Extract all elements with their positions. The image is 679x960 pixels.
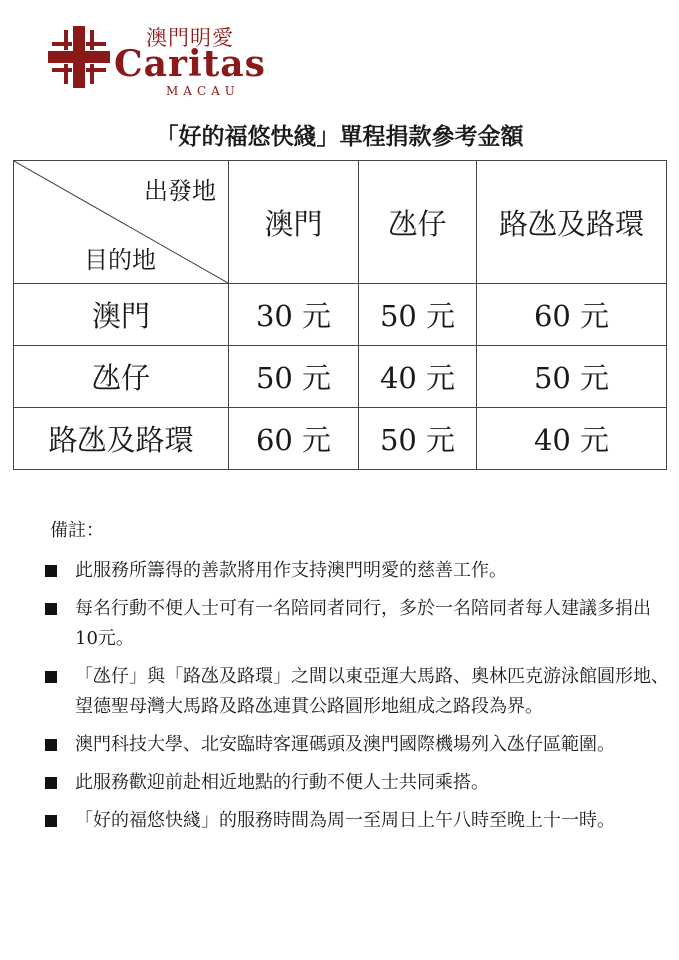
logo-subtitle: MACAU <box>166 84 240 98</box>
square-bullet-icon <box>45 815 57 827</box>
fare-cell: 60 元 <box>229 408 359 470</box>
remarks-list <box>45 556 670 844</box>
destination-label: 目的地 <box>84 246 156 274</box>
list-item <box>45 730 670 760</box>
fare-cell: 60 元 <box>477 284 667 346</box>
remark-text: 澳門科技大學、北安臨時客運碼頭及澳門國際機場列入氹仔區範圍。 <box>75 734 615 755</box>
caritas-cross-icon <box>48 26 110 88</box>
column-header: 氹仔 <box>359 161 477 284</box>
list-item <box>45 768 670 798</box>
remark-text: 「氹仔」與「路氹及路環」之間以東亞運大馬路、奧林匹克游泳館圓形地、望德聖母灣大馬路及路氹連貫公路圓形地組成之路段為界。 <box>75 666 669 717</box>
fare-cell: 40 元 <box>477 408 667 470</box>
origin-label: 出發地 <box>144 177 216 205</box>
fare-cell: 40 元 <box>359 346 477 408</box>
square-bullet-icon <box>45 603 57 615</box>
list-item <box>45 662 670 722</box>
fare-cell: 30 元 <box>229 284 359 346</box>
remarks-title: 備註： <box>50 520 104 541</box>
square-bullet-icon <box>45 565 57 577</box>
column-header: 路氹及路環 <box>477 161 667 284</box>
page-title: 「好的福悠快綫」單程捐款參考金額 <box>155 123 524 150</box>
fare-cell: 50 元 <box>229 346 359 408</box>
remark-text: 「好的福悠快綫」的服務時間為周一至周日上午八時至晚上十一時。 <box>75 810 615 831</box>
table-header-row <box>14 161 667 284</box>
list-item <box>45 556 670 586</box>
fare-cell: 50 元 <box>359 284 477 346</box>
caritas-logo <box>48 22 266 98</box>
corner-cell <box>14 161 229 284</box>
square-bullet-icon <box>45 671 57 683</box>
fare-cell: 50 元 <box>359 408 477 470</box>
square-bullet-icon <box>45 777 57 789</box>
row-header: 路氹及路環 <box>14 408 229 470</box>
table-row <box>14 284 667 346</box>
remark-text: 此服務歡迎前赴相近地點的行動不便人士共同乘搭。 <box>75 772 489 793</box>
row-header: 澳門 <box>14 284 229 346</box>
list-item <box>45 594 670 654</box>
fare-table <box>13 160 667 470</box>
logo-english-name: Caritas <box>114 43 266 85</box>
column-header: 澳門 <box>229 161 359 284</box>
remark-text: 每名行動不便人士可有一名陪同者同行，多於一名陪同者每人建議多捐出10元。 <box>75 598 651 649</box>
list-item <box>45 806 670 836</box>
row-header: 氹仔 <box>14 346 229 408</box>
fare-cell: 50 元 <box>477 346 667 408</box>
logo-chinese-name: 澳門明愛 <box>146 26 234 50</box>
remark-text: 此服務所籌得的善款將用作支持澳門明愛的慈善工作。 <box>75 560 507 581</box>
table-row <box>14 408 667 470</box>
table-row <box>14 346 667 408</box>
square-bullet-icon <box>45 739 57 751</box>
